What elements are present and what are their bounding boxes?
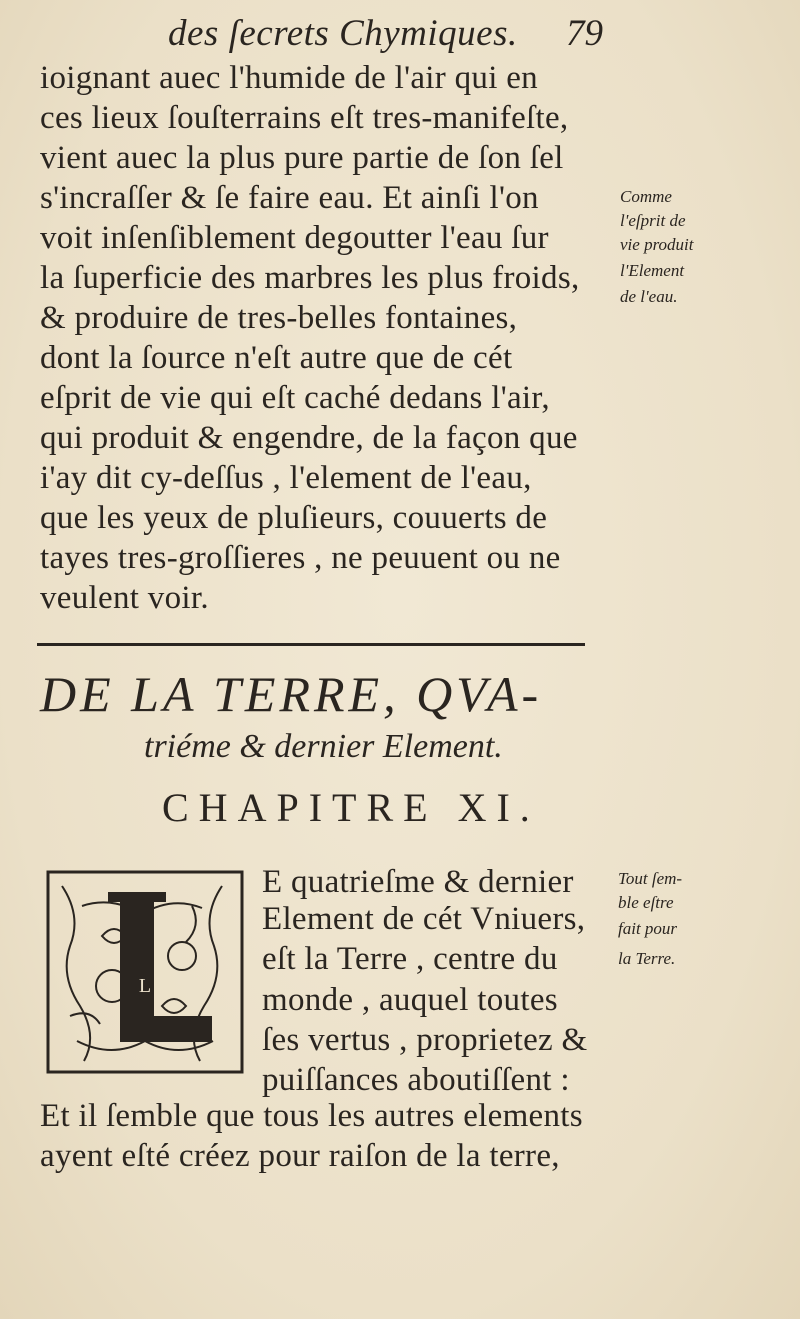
- margin-note-line: vie produit: [620, 235, 694, 254]
- margin-note-line: la Terre.: [618, 949, 676, 968]
- text-line: la ſuperficie des marbres les plus froids,: [40, 260, 580, 296]
- section-subheading: triéme & dernier Element.: [144, 728, 503, 765]
- margin-note-line: Comme: [620, 187, 672, 206]
- text-line: qui produit & engendre, de la façon que: [40, 420, 578, 456]
- text-line: i'ay dit cy-deſſus , l'element de l'eau,: [40, 460, 532, 496]
- text-line: puiſſances aboutiſſent :: [262, 1062, 570, 1098]
- text-line: que les yeux de pluſieurs, couuerts de: [40, 500, 548, 536]
- text-line: ces lieux ſouſterrains eſt tres-manifeſte,: [40, 100, 569, 136]
- text-line: eſprit de vie qui eſt caché dedans l'air,: [40, 380, 550, 416]
- page-number: 79: [566, 13, 603, 54]
- text-line: dont la ſource n'eſt autre que de cét: [40, 340, 513, 376]
- running-title: des ſecrets Chymiques.: [168, 13, 518, 54]
- chapter-label: CHAPITRE XI.: [162, 785, 540, 830]
- decorated-initial: [42, 866, 248, 1078]
- text-line: voit inſenſiblement degoutter l'eau ſur: [40, 220, 549, 256]
- section-heading: DE LA TERRE, QVA-: [40, 666, 543, 722]
- page-header: [0, 8, 800, 58]
- margin-note-line: l'eſprit de: [620, 211, 686, 230]
- text-line: ioignant auec l'humide de l'air qui en: [40, 60, 538, 96]
- text-line: tayes tres-groſſieres , ne peuuent ou ne: [40, 540, 561, 576]
- margin-note-line: ble eſtre: [618, 893, 674, 912]
- floral-initial-icon: [42, 866, 248, 1078]
- margin-note-line: Tout ſem-: [618, 869, 683, 888]
- text-line: monde , auquel toutes: [262, 982, 558, 1018]
- text-line: ayent eſté créez pour raiſon de la terre,: [40, 1138, 560, 1174]
- margin-note-line: l'Element: [620, 261, 685, 280]
- text-line: Et il ſemble que tous les autres elements: [40, 1098, 583, 1134]
- text-line: ſes vertus , proprietez &: [262, 1022, 588, 1058]
- text-line: vient auec la plus pure partie de ſon ſel: [40, 140, 564, 176]
- text-line: Element de cét Vniuers,: [262, 901, 586, 937]
- text-line: & produire de tres-belles fontaines,: [40, 300, 518, 336]
- margin-note-line: fait pour: [618, 919, 678, 938]
- text-line: eſt la Terre , centre du: [262, 941, 558, 977]
- margin-note-line: de l'eau.: [620, 287, 678, 306]
- text-line: s'incraſſer & ſe faire eau. Et ainſi l'on: [40, 180, 539, 216]
- initial-letter: L: [138, 975, 152, 997]
- section-divider: [37, 643, 585, 646]
- text-line: veulent voir.: [40, 580, 209, 616]
- text-line: E quatrieſme & dernier: [262, 864, 574, 900]
